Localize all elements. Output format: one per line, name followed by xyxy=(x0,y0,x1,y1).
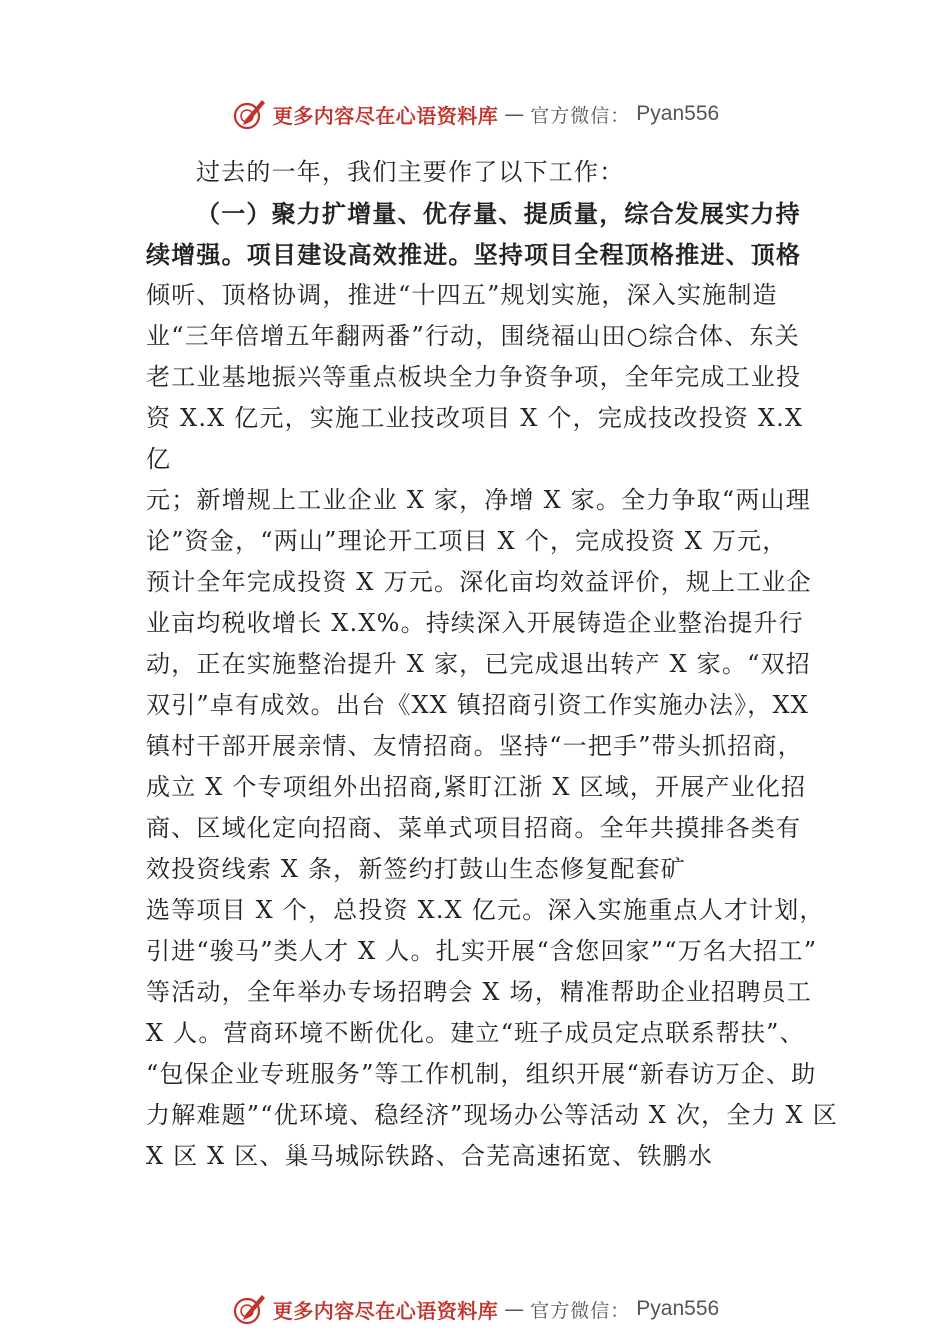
text-line: 选等项目 X 个，总投资 X.X 亿元。深入实施重点人才计划， xyxy=(146,896,825,924)
text-line: 镇村干部开展亲情、友情招商。坚持“一把手”带头抓招商， xyxy=(146,732,803,760)
footer-banner xyxy=(0,1287,950,1331)
text-line: 论”资金，“两山”理论开工项目 X 个，完成投资 X 万元， xyxy=(146,527,788,555)
text-line: 元；新增规上工业企业 X 家，净增 X 家。全力争取“两山理 xyxy=(146,486,811,514)
text-line: 业“三年倍增五年翻两番”行动，围绕福山田○综合体、东关 xyxy=(146,322,800,350)
text-line: 老工业基地振兴等重点板块全力争资争项，全年完成工业投 xyxy=(146,363,802,391)
text-line: “包保企业专班服务”等工作机制，组织开展“新春访万企、助 xyxy=(146,1060,817,1088)
header-banner xyxy=(0,92,950,136)
banner-brand: 更多内容尽在心语资料库 xyxy=(272,1298,499,1323)
banner-label: 官方微信： xyxy=(530,104,631,127)
text-line: 效投资线索 X 条，新签约打鼓山生态修复配套矿 xyxy=(146,855,686,883)
text-line: 力解难题”“优环境、稳经济”现场办公等活动 X 次，全力 X 区 xyxy=(146,1101,838,1129)
text-line: 引进“骏马”类人才 X 人。扎实开展“含您回家”“万名大招工” xyxy=(146,937,818,965)
text-line: 商、区域化定向招商、菜单式项目招商。全年共摸排各类有 xyxy=(146,814,802,842)
banner-dash: — xyxy=(504,1297,525,1321)
section-heading-line: （一）聚力扩增量、优存量、提质量，综合发展实力持 xyxy=(196,199,801,228)
document-body xyxy=(146,152,838,1177)
text-line: 动，正在实施整治提升 X 家，已完成退出转产 X 家。“双招 xyxy=(146,650,811,678)
text-line: 预计全年完成投资 X 万元。深化亩均效益评价，规上工业企 xyxy=(146,568,812,596)
banner-wechat-handle: Pyan556 xyxy=(636,102,720,125)
text-line: X 人。营商环境不断优化。建立“班子成员定点联系帮扶”、 xyxy=(146,1019,805,1047)
text-line: X 区 X 区、巢马城际铁路、合芜高速拓宽、铁鹏水 xyxy=(146,1142,714,1170)
banner-wechat-handle: Pyan556 xyxy=(636,1297,720,1320)
text-line: 等活动，全年举办专场招聘会 X 场，精准帮助企业招聘员工 xyxy=(146,978,812,1006)
section-heading-line: 续增强。项目建设高效推进。坚持项目全程顶格推进、顶格 xyxy=(146,240,802,269)
banner-dash: — xyxy=(504,102,525,126)
text-line: 双引”卓有成效。出台《XX 镇招商引资工作实施办法》，XX xyxy=(146,691,810,719)
seal-pen-icon xyxy=(231,96,267,132)
text-line: 业亩均税收增长 X.X%。持续深入开展铸造企业整治提升行 xyxy=(146,609,804,637)
text-line: 亿 xyxy=(146,445,172,473)
text-line: 过去的一年，我们主要作了以下工作： xyxy=(196,158,625,186)
banner-label: 官方微信： xyxy=(530,1299,631,1322)
seal-pen-icon xyxy=(231,1291,267,1327)
text-line: 资 X.X 亿元，实施工业技改项目 X 个，完成技改投资 X.X xyxy=(146,404,804,432)
text-line: 成立 X 个专项组外出招商,紧盯江浙 X 区域，开展产业化招 xyxy=(146,773,807,801)
text-line: 倾听、顶格协调，推进“十四五”规划实施，深入实施制造 xyxy=(146,281,778,309)
banner-brand: 更多内容尽在心语资料库 xyxy=(272,103,499,128)
